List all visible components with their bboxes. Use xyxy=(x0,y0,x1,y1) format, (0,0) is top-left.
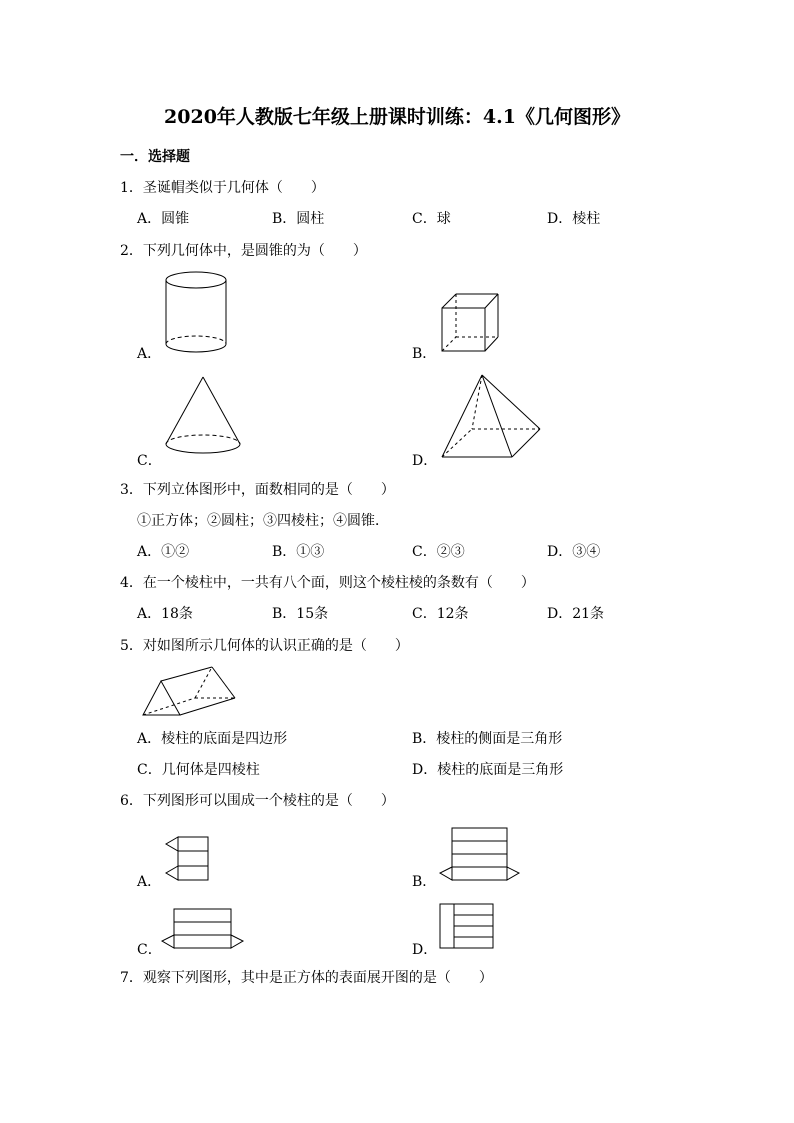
triangular-prism-figure xyxy=(140,664,238,718)
question-2-option-d-label: D． xyxy=(412,453,438,469)
question-5-option-b: B．棱柱的侧面是三角形 xyxy=(412,731,563,747)
question-5-stem: 5．对如图所示几何体的认识正确的是（ ） xyxy=(120,638,409,654)
question-7-stem: 7．观察下列图形，其中是正方体的表面展开图的是（ ） xyxy=(120,970,493,986)
question-5-option-c: C．几何体是四棱柱 xyxy=(137,762,260,778)
question-2-option-c-label: C． xyxy=(137,453,162,469)
question-3-sub: ①正方体；②圆柱；③四棱柱；④圆锥． xyxy=(137,513,389,529)
cube-figure xyxy=(440,292,500,354)
question-3-option-d: D．③④ xyxy=(547,544,601,560)
question-3-option-a: A．①② xyxy=(137,544,190,560)
question-4-stem: 4．在一个棱柱中，一共有八个面，则这个棱柱棱的条数有（ ） xyxy=(120,575,535,591)
question-1-stem: 1．圣诞帽类似于几何体（ ） xyxy=(120,180,325,196)
question-2-stem: 2．下列几何体中，是圆锥的为（ ） xyxy=(120,243,367,259)
question-6-option-a-label: A． xyxy=(137,874,162,890)
question-1-option-b: B．圆柱 xyxy=(272,211,325,227)
cylinder-figure xyxy=(160,270,232,356)
question-4-option-c: C．12条 xyxy=(412,606,469,622)
question-3-stem: 3．下列立体图形中，面数相同的是（ ） xyxy=(120,482,395,498)
question-4-option-b: B．15条 xyxy=(272,606,329,622)
net-figure-a xyxy=(164,835,212,883)
question-6-option-b-label: B． xyxy=(412,874,437,890)
question-6-stem: 6．下列图形可以围成一个棱柱的是（ ） xyxy=(120,793,395,809)
net-figure-c xyxy=(160,906,246,950)
cone-figure xyxy=(162,374,242,458)
question-1-option-c: C．球 xyxy=(412,211,451,227)
question-4-option-d: D．21条 xyxy=(547,606,605,622)
question-2-option-a-label: A． xyxy=(137,346,162,362)
question-1-option-a: A．圆锥 xyxy=(137,211,190,227)
section-heading: 一．选择题 xyxy=(120,149,190,165)
question-1-option-d: D．棱柱 xyxy=(547,211,601,227)
question-6-option-c-label: C． xyxy=(137,942,162,958)
net-figure-b xyxy=(438,825,522,883)
question-4-option-a: A．18条 xyxy=(137,606,193,622)
question-5-option-a: A．棱柱的底面是四边形 xyxy=(137,731,288,747)
net-figure-d xyxy=(438,902,496,950)
question-3-option-c: C．②③ xyxy=(412,544,465,560)
question-2-option-b-label: B． xyxy=(412,346,437,362)
question-3-option-b: B．①③ xyxy=(272,544,325,560)
pyramid-figure xyxy=(438,373,544,463)
question-6-option-d-label: D． xyxy=(412,942,438,958)
question-5-option-d: D．棱柱的底面是三角形 xyxy=(412,762,564,778)
page-title: 2020年人教版七年级上册课时训练：4.1《几何图形》 xyxy=(164,106,630,128)
